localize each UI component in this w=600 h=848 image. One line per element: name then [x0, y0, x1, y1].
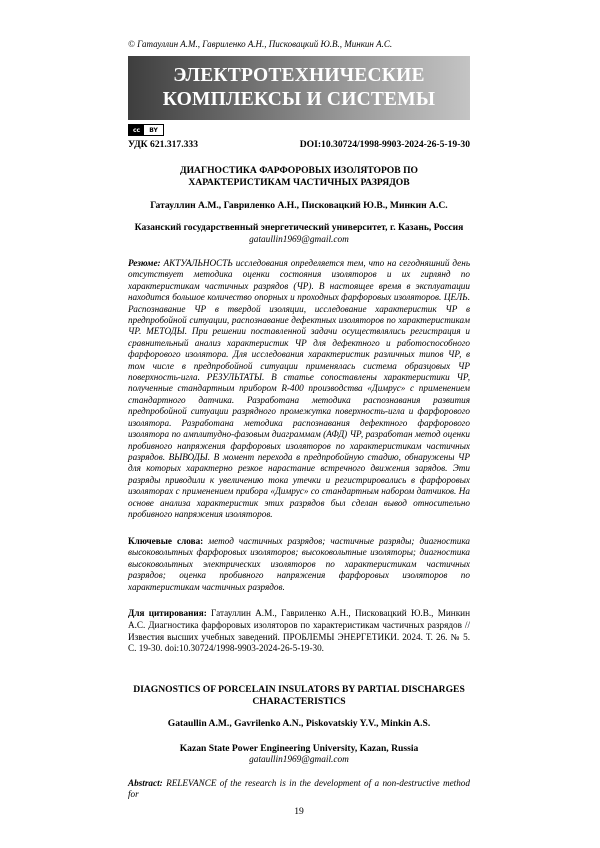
page-number: 19 — [294, 806, 304, 817]
banner-line-1: ЭЛЕКТРОТЕХНИЧЕСКИЕ — [173, 65, 425, 86]
udk-code: УДК 621.317.333 — [128, 139, 198, 150]
citation-ru — [128, 608, 470, 655]
doi-link[interactable]: DOI:10.30724/1998-9903-2024-26-5-19-30 — [299, 139, 470, 150]
keywords-ru-text: метод частичных разрядов; частичные разряды; диагностика высоковольтных фарфоровых изоляторов; высоковольтные изоляторы; диагностика высоковольтных электрических изоляторов по характеристикам частичных разрядов; оценка пробивного напряжения фарфоровых изоляторов по характеристикам частичных разрядов. — [128, 536, 470, 592]
abstract-en — [128, 778, 470, 801]
cc-by-license-badge[interactable] — [128, 124, 164, 136]
keywords-ru-label: Ключевые слова: — [128, 536, 204, 546]
keywords-ru — [128, 536, 470, 593]
banner-line-2: КОМПЛЕКСЫ И СИСТЕМЫ — [162, 89, 436, 110]
abstract-ru — [128, 258, 470, 520]
journal-section-banner — [128, 56, 470, 120]
abstract-en-text: RELEVANCE of the research is in the development of a non-destructive method for — [128, 778, 470, 800]
article-title-ru: ДИАГНОСТИКА ФАРФОРОВЫХ ИЗОЛЯТОРОВ ПО ХАРАКТЕРИСТИКАМ ЧАСТИЧНЫХ РАЗРЯДОВ — [179, 165, 418, 188]
abstract-ru-text: АКТУАЛЬНОСТЬ исследования определяется тем, что на сегодняшний день отсутствует методика оценки состояния изоляторов и их гирлянд по характеристикам частичных разрядов (ЧР). В настоящее время в эксплуатации находится большое количество опорных и проходных фарфоровых изоляторов. ЦЕЛЬ. Распознавание ЧР в твердой изоляции, исследование характеристик ЧР в предпробойной ситуации, распознавание дефектных изоляторов по характеристикам ЧР. МЕТОДЫ. При решении поставленной задачи осуществлялись регистрация и сравнительный анализ характеристик ЧР для дефектного и работоспособного фарфорового изолятора. Для исследования характеристик различных типов ЧР, в том числе в предпробойной ситуации применялась система образцовых ЧР поверхность-игла. РЕЗУЛЬТАТЫ. В статье сопоставлены характеристики ЧР, полученные стандартным прибором R-400 производства «Димрус» с применением стандартного датчика. Разработана методика распознавания развития предпробойной ситуации разрядного промежутка поверхность-игла и фарфорового изолятора. Разработана методика распознавания дефектного фарфорового изолятора по амплитудно-фазовым диаграммам (АФД) ЧР, разработан метод оценки пробивного напряжения фарфоровых изоляторов по характеристикам частичных разрядов. ВЫВОДЫ. В момент перехода в предпробойную стадию, обнаружены ЧР для которых характерно резкое нарастание встречного движения зарядов. Эти разряды приводили к увеличению тока утечки и регистрировались в фарфоровых изоляторах с применением прибора «Димрус» со стандартным набором датчиков. На основе анализа характеристик этих разрядов был сделан вывод относительно пробивного напряжения изоляторов. — [128, 258, 470, 519]
authors-en: Gataullin A.M., Gavrilenko A.N., Piskovatskiy Y.V., Minkin A.S. — [167, 718, 431, 729]
abstract-ru-label: Резюме: — [128, 258, 161, 268]
article-title-en: DIAGNOSTICS OF PORCELAIN INSULATORS BY PARTIAL DISCHARGES CHARACTERISTICS — [133, 684, 465, 707]
affiliation-ru: Казанский государственный энергетический университет, г. Казань, Россия — [134, 222, 464, 233]
cc-icon: cc — [129, 125, 144, 135]
authors-ru: Гатауллин А.М., Гавриленко А.Н., Писковацкий Ю.В., Минкин А.С. — [150, 200, 448, 211]
by-icon: BY — [149, 126, 158, 134]
email-en[interactable]: gataullin1969@gmail.com — [249, 755, 349, 765]
article-meta-row — [128, 139, 470, 150]
citation-ru-label: Для цитирования: — [128, 608, 207, 618]
abstract-en-label: Abstract: — [128, 778, 163, 788]
citation-ru-text: Гатауллин А.М., Гавриленко А.Н., Писковацкий Ю.В., Минкин А.С. Диагностика фарфоровых изоляторов по характеристикам частичных разрядов // Известия высших учебных заведений. ПРОБЛЕМЫ ЭНЕРГЕТИКИ. 2024. Т. 26. № 5. С. 19-30. doi:10.30724/1998-9903-2024-26-5-19-30. — [128, 608, 470, 654]
email-ru[interactable]: gataullin1969@gmail.com — [249, 235, 349, 245]
copyright-line: © Гатауллин А.М., Гавриленко А.Н., Писковацкий Ю.В., Минкин А.С. — [128, 39, 393, 49]
affiliation-en: Kazan State Power Engineering University, Kazan, Russia — [179, 743, 419, 754]
